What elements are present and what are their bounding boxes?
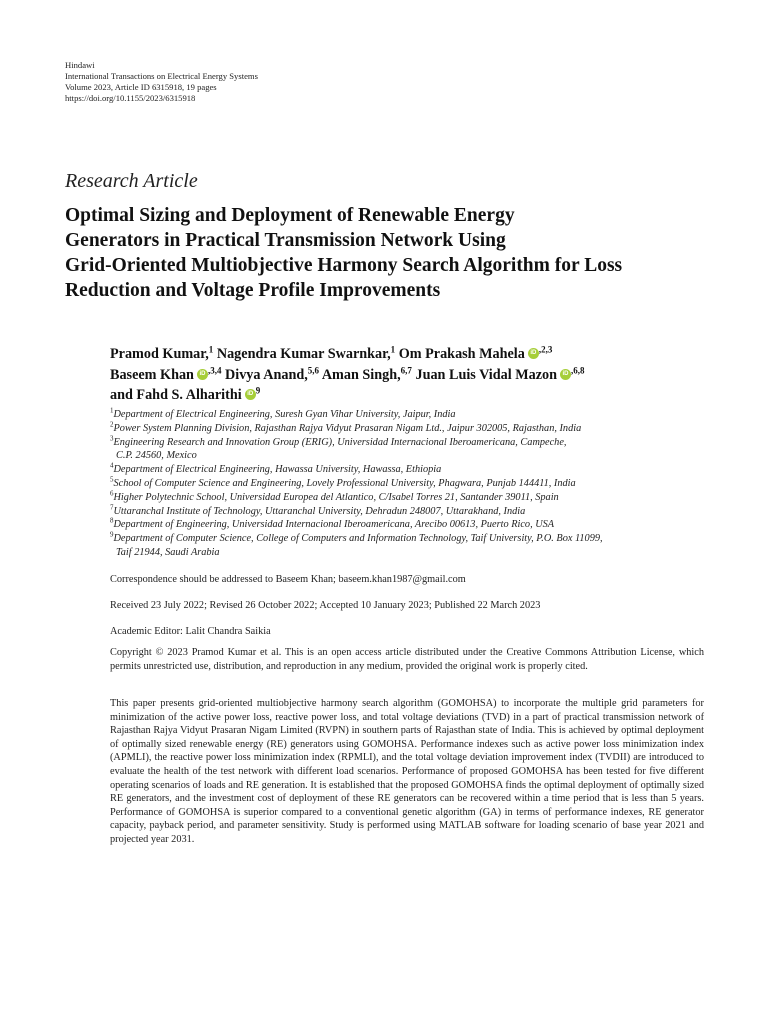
title-line: Optimal Sizing and Deployment of Renewable Energy (65, 205, 515, 226)
publisher-name: Hindawi (65, 60, 95, 70)
affiliation-text: Department of Electrical Engineering, Suresh Gyan Vihar University, Jaipur, India (113, 409, 456, 420)
affiliation-item (110, 505, 710, 519)
copyright-notice: Copyright © 2023 Pramod Kumar et al. This is an open access article distributed under the Creative Commons Attribution License, which permits unrestricted use, distribution, and reproduction in any medium, provided the original work is properly cited. (110, 647, 704, 672)
title-line: Reduction and Voltage Profile Improvements (65, 280, 441, 301)
author-affiliation-sup: ,6,8 (571, 364, 585, 375)
author-affiliation-sup: 1 (208, 344, 214, 355)
author-name: and Fahd S. Alharithi (110, 387, 242, 403)
author-affiliation-sup: 6,7 (400, 364, 412, 375)
affiliation-text: Uttaranchal Institute of Technology, Uttaranchal University, Dehradun 248007, Uttarakhand, India (113, 505, 526, 517)
orcid-icon[interactable]: iD (197, 369, 208, 380)
affiliation-item (110, 477, 710, 491)
author-line (110, 385, 585, 406)
author-affiliation-sup: 5,6 (307, 364, 320, 375)
author-name: Pramod Kumar, (110, 346, 209, 362)
affiliation-number: 9 (110, 530, 114, 539)
affiliation-item (110, 436, 710, 450)
author-list (110, 344, 585, 406)
author-name: Baseem Khan (110, 366, 194, 383)
affiliation-text: Higher Polytechnic School, Universidad Europea del Atlantico, C/Isabel Torres 21, Santander 39011, Spain (113, 491, 559, 503)
affiliation-text: Department of Electrical Engineering, Hawassa University, Hawassa, Ethiopia (113, 464, 442, 476)
affiliation-continuation: C.P. 24560, Mexico (116, 450, 197, 462)
affiliation-number: 1 (110, 406, 114, 415)
doi-link[interactable]: https://doi.org/10.1155/2023/6315918 (65, 93, 196, 103)
affiliation-text: School of Computer Science and Engineering, Lovely Professional University, Phagwara, Punjab 144411, India (113, 477, 576, 489)
affiliation-item (110, 491, 710, 505)
volume-info: Volume 2023, Article ID 6315918, 19 pages (65, 82, 217, 92)
affiliation-text: Department of Computer Science, College of Computers and Information Technology, Taif University, P.O. Box 11099, (113, 533, 603, 545)
title-line: Generators in Practical Transmission Network Using (65, 230, 506, 251)
author-name: Nagendra Kumar Swarnkar, (216, 346, 391, 362)
title-line: Grid-Oriented Multiobjective Harmony Search Algorithm for Loss (65, 255, 623, 276)
orcid-icon[interactable]: iD (245, 389, 256, 400)
author-line (110, 365, 585, 386)
affiliation-text: Engineering Research and Innovation Group (ERIG), Universidad Internacional Iberoamericana, Campeche, (113, 436, 567, 448)
affiliation-item (110, 463, 710, 477)
affiliation-number: 6 (110, 489, 114, 498)
affiliation-item (110, 408, 710, 422)
author-line (110, 344, 585, 365)
affiliation-number: 8 (110, 516, 114, 525)
orcid-icon[interactable]: iD (528, 348, 539, 359)
author-affiliation-sup: 1 (390, 344, 396, 355)
author-affiliation-sup: ,2,3 (538, 344, 553, 355)
orcid-icon[interactable]: iD (560, 369, 571, 380)
affiliation-number: 5 (110, 475, 114, 484)
affiliation-text: Power System Planning Division, Rajasthan Rajya Vidyut Prasaran Nigam Ltd., Jaipur 302005, Rajasthan, India (113, 422, 582, 434)
affiliation-number: 2 (110, 420, 114, 429)
affiliation-number: 3 (110, 434, 114, 443)
affiliation-continuation: Taif 21944, Saudi Arabia (116, 546, 220, 558)
author-name: Aman Singh, (321, 366, 401, 383)
affiliation-number: 7 (110, 503, 114, 512)
affiliation-item (110, 422, 710, 436)
article-type: Research Article (65, 170, 198, 192)
affiliation-list (110, 408, 710, 560)
abstract-text: This paper presents grid-oriented multiobjective harmony search algorithm (GOMOHSA) to incorporate the multiple grid parameters for minimization of the active power loss, reactive power loss, and total voltage deviations (TVD) in a part of practical transmission network of Rajasthan Rajya Vidyut Prasaran Nigam Limited (RVPN) in southern parts of Rajasthan state of India. This is achieved by optimal deployment of optimally sized renewable energy (RE) generators using GOMOHSA. Performance indexes such as active power loss minimization index (APMLI), the reactive power loss minimization index (RPMLI), and the total voltage deviation improvement index (TVDII) are introduced to evaluate the health of the test network with different load scenarios. Performance of proposed GOMOHSA has been tested for five different operating scenarios of loads and RE generation. It is established that the proposed GOMOHSA finds the optimal deployment of optimally sized RE generators, and the investment cost of deployment of these RE generators can be recovered within a time period that is less than 5 years. Performance of GOMOHSA is superior compared to a conventional genetic algorithm (GA) in terms of performance indexes, RE generator capacity, payback period, and parameter sensitivity. Study is performed using MATLAB software for loading scenario of base year 2021 and projected year 2031. (110, 698, 704, 845)
affiliation-item (110, 518, 710, 532)
author-name: Om Prakash Mahela (398, 346, 525, 362)
publication-dates: Received 23 July 2022; Revised 26 October 2022; Accepted 10 January 2023; Published 22 March 2023 (110, 600, 541, 611)
author-affiliation-sup: 9 (255, 385, 261, 396)
journal-header (65, 60, 258, 104)
author-affiliation-sup: ,3,4 (207, 364, 222, 375)
paper-title (65, 203, 715, 303)
author-name: Juan Luis Vidal Mazon (415, 366, 557, 383)
correspondence-note: Correspondence should be addressed to Baseem Khan; baseem.khan1987@gmail.com (110, 574, 466, 585)
journal-name: International Transactions on Electrical Energy Systems (65, 71, 258, 81)
academic-editor: Academic Editor: Lalit Chandra Saikia (110, 626, 271, 637)
affiliation-number: 4 (110, 461, 114, 470)
author-name: Divya Anand, (225, 366, 308, 383)
affiliation-text: Department of Engineering, Universidad Internacional Iberoamericana, Arecibo 00613, Puerto Rico, USA (113, 519, 555, 531)
affiliation-item (110, 532, 710, 546)
